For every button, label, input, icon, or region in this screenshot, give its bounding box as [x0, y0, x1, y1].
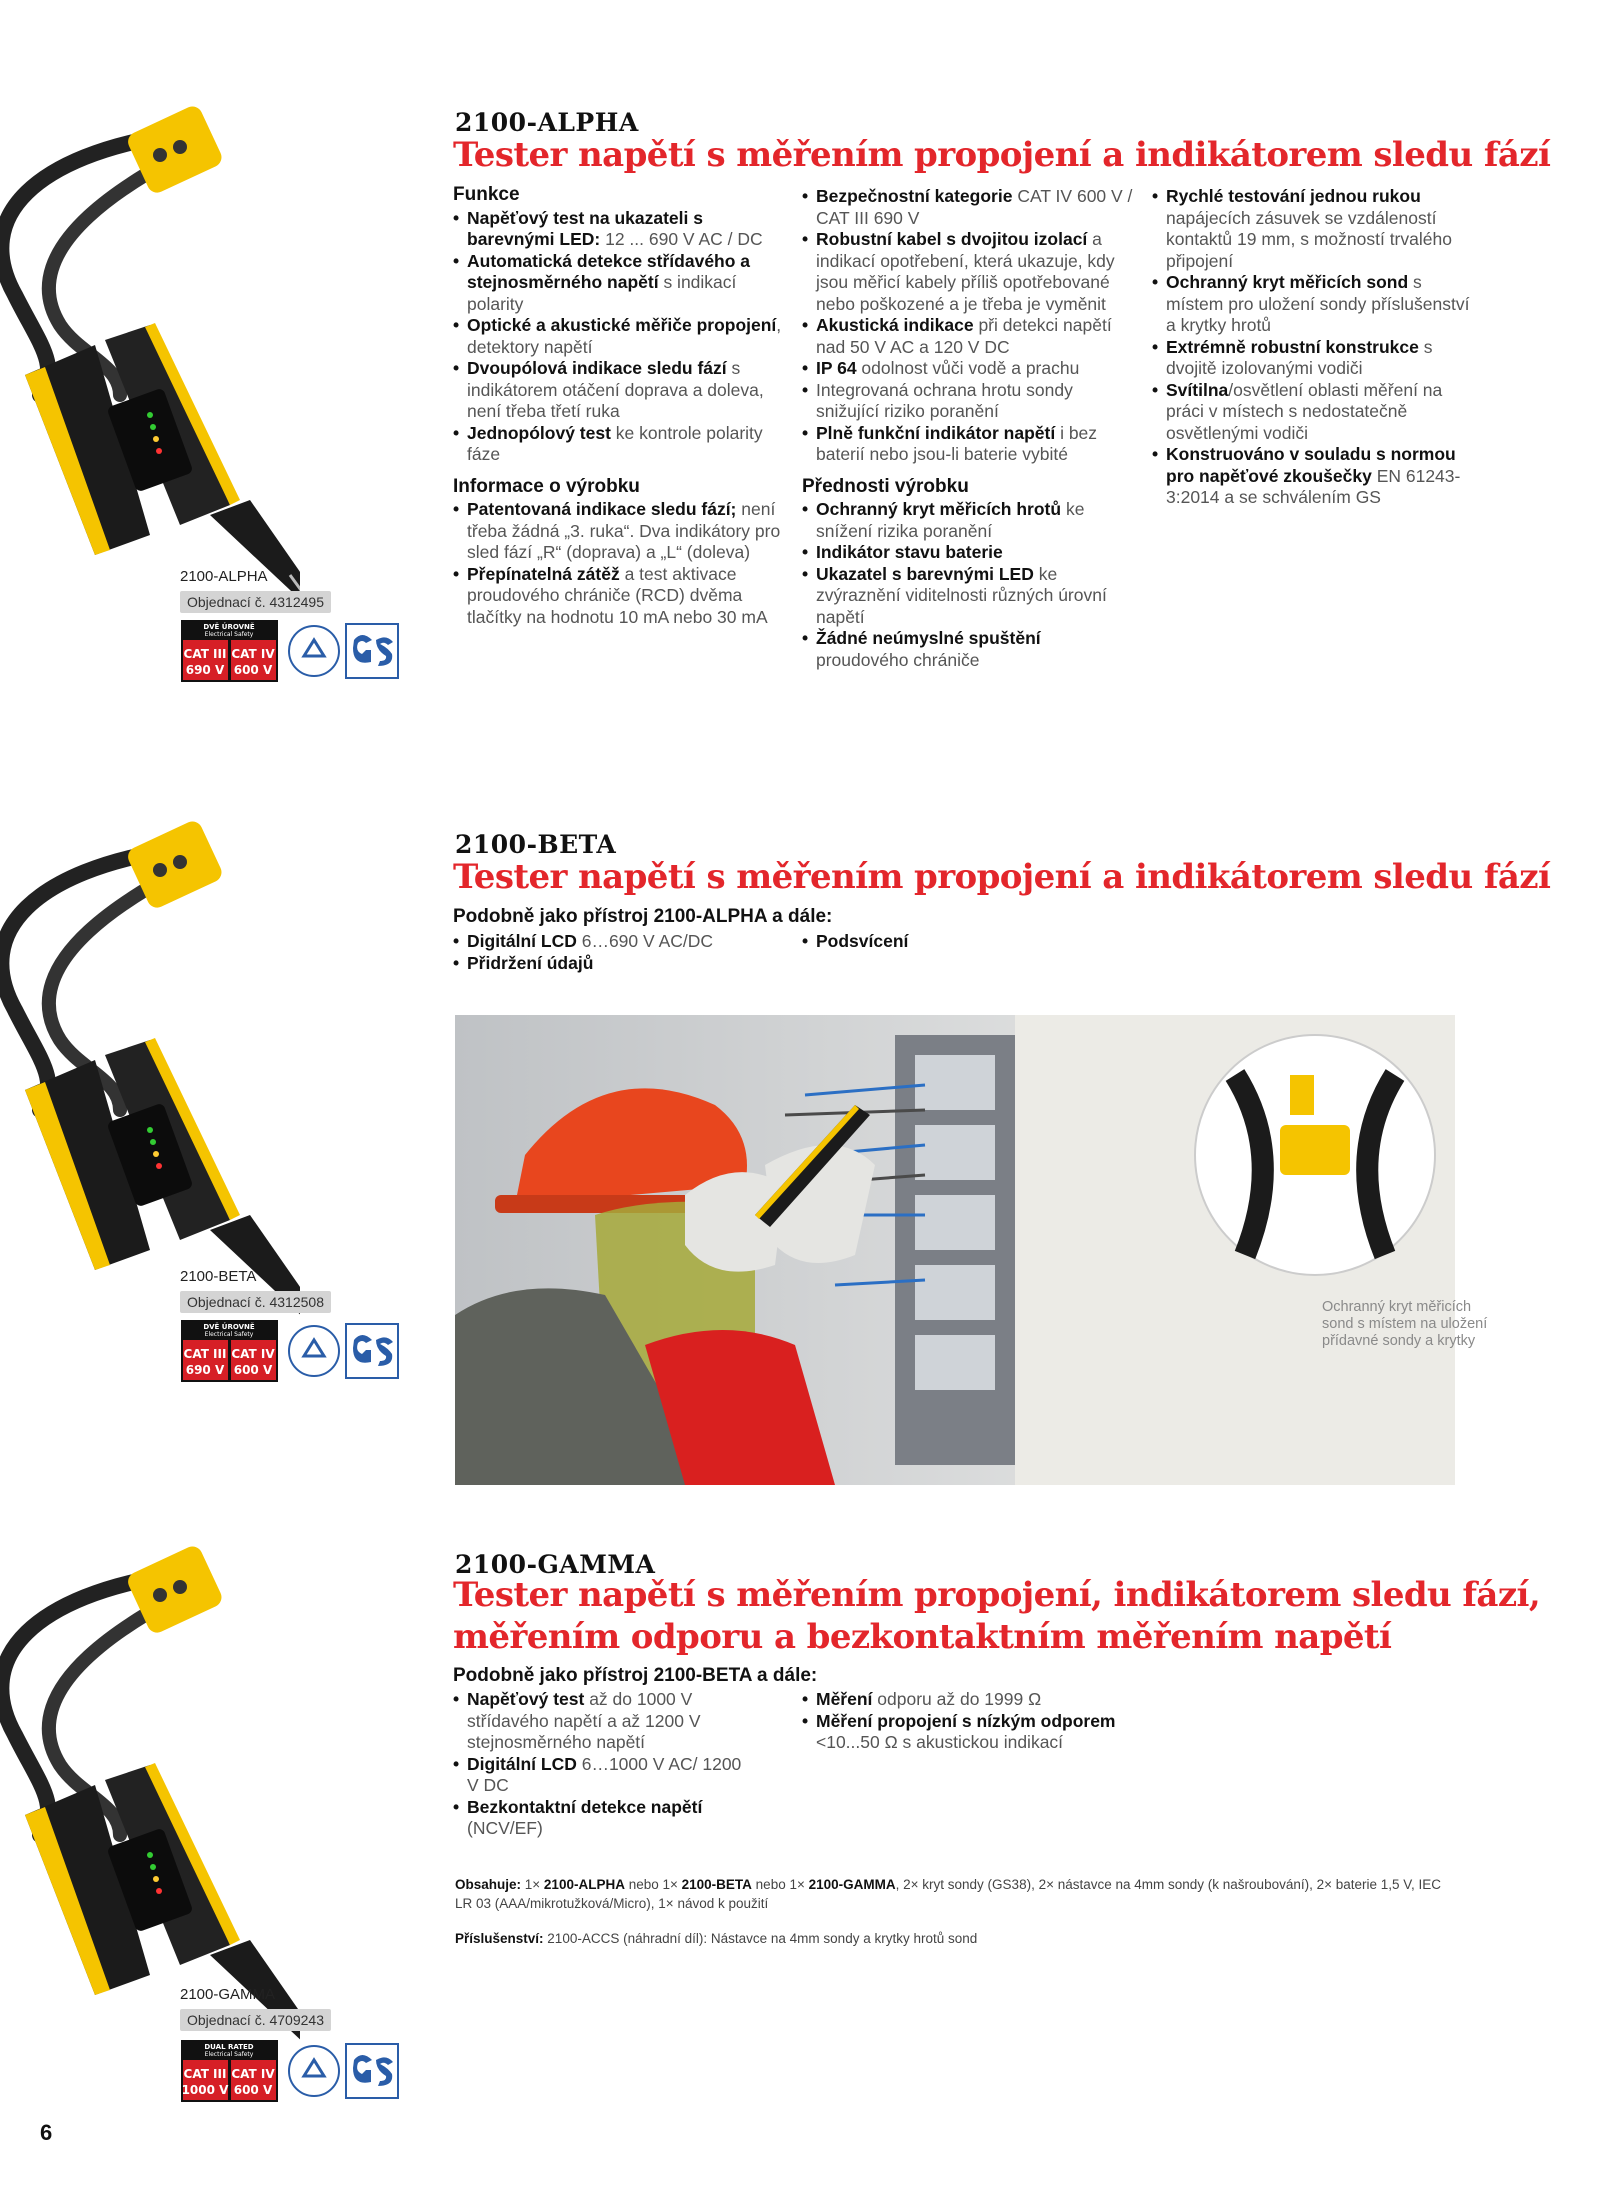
- list-item: • Patentovaná indikace sledu fází; není třeba žádná „3. ruka“. Dva indikátory pro sled fází „R“ (doprava) a „L“ (doleva): [453, 499, 788, 564]
- cat-right-line1: CAT IV: [231, 647, 275, 661]
- tuv-seal-icon: [289, 1326, 339, 1376]
- tuv-seal-icon: [289, 2046, 339, 2096]
- list-item: • Robustní kabel s dvojitou izolací a indikací opotřebení, která ukazuje, kdy jsou měřicí kabely příliš opotřebované nebo poškozené a je třeba je vyměnit: [802, 229, 1137, 315]
- cat-left-line1: CAT III: [183, 2067, 227, 2081]
- tester-image-beta: [0, 810, 300, 1370]
- cat-left-line2: 690 V: [185, 663, 225, 677]
- gamma-column-1: [453, 1689, 753, 1840]
- cat-right-line2: 600 V: [233, 2083, 273, 2097]
- alpha-column-2: [802, 186, 1137, 671]
- list-beta-1: [453, 931, 793, 974]
- page-number: 6: [40, 2120, 53, 2145]
- electrician-photo: [455, 1015, 1455, 1485]
- badge-top-text: DVĚ ÚROVNĚ: [203, 623, 255, 631]
- order-number-beta: Objednací č. 4312508: [180, 1291, 331, 1313]
- list-gamma-2: [802, 1689, 1137, 1754]
- photo-caption: Ochranný kryt měřicích sond s místem na uložení přídavné sondy a krytky: [1322, 1299, 1488, 1349]
- safety-badges-beta: [181, 1320, 401, 1382]
- headline-gamma-line2: měřením odporu a bezkontaktním měřením napětí: [453, 1617, 1392, 1657]
- list-item: • Ochranný kryt měřicích hrotů ke snížení rizika poranění: [802, 499, 1137, 542]
- order-number-alpha: Objednací č. 4312495: [180, 591, 331, 613]
- section-heading-funkce: Funkce: [453, 184, 520, 205]
- badge-top-text: DUAL RATED: [204, 2043, 254, 2051]
- cat-left-line1: CAT III: [183, 647, 227, 661]
- headline-alpha: Tester napětí s měřením propojení a indikátorem sledu fází: [453, 135, 1551, 175]
- list-item: • Ukazatel s barevnými LED ke zvýraznění viditelnosti různých úrovní napětí: [802, 564, 1137, 629]
- model-title-gamma: 2100-GAMMA: [455, 1550, 656, 1579]
- gamma-column-2: [802, 1689, 1137, 1754]
- list-item: • Jednopólový test ke kontrole polarity fáze: [453, 423, 788, 466]
- product-label-beta: 2100-BETA: [180, 1268, 257, 1285]
- list-item: • Bezpečnostní kategorie CAT IV 600 V / CAT III 690 V: [802, 186, 1137, 229]
- badge-sub-text: Electrical Safety: [204, 631, 254, 638]
- product-label-alpha: 2100-ALPHA: [180, 568, 268, 585]
- beta-intro: Podobně jako přístroj 2100-ALPHA a dále:: [453, 906, 833, 927]
- beta-column-2: [802, 931, 1132, 953]
- list-item: • Akustická indikace při detekci napětí nad 50 V AC a 120 V DC: [802, 315, 1137, 358]
- list-prednosti: [802, 499, 1137, 671]
- headline-gamma-line1: Tester napětí s měřením propojení, indikátorem sledu fází,: [453, 1575, 1541, 1615]
- list-item: • Plně funkční indikátor napětí i bez baterií nebo jsou-li baterie vybité: [802, 423, 1137, 466]
- list-item: • IP 64 odolnost vůči vodě a prachu: [802, 358, 1137, 380]
- list-item: • Podsvícení: [802, 931, 1132, 953]
- product-label-gamma: 2100-GAMMA: [180, 1986, 276, 2003]
- list-item: • Digitální LCD 6…1000 V AC/ 1200 V DC: [453, 1754, 753, 1797]
- list-item: • Rychlé testování jednou rukou napájecích zásuvek se vzdáleností kontaktů 19 mm, s možností trvalého připojení: [1152, 186, 1482, 272]
- list-item: • Digitální LCD 6…690 V AC/DC: [453, 931, 793, 953]
- list-item: • Měření propojení s nízkým odporem <10...50 Ω s akustickou indikací: [802, 1711, 1137, 1754]
- order-number-gamma: Objednací č. 4709243: [180, 2009, 331, 2031]
- model-title-beta: 2100-BETA: [455, 830, 617, 859]
- alpha-column-3: [1152, 186, 1482, 509]
- cat-right-line1: CAT IV: [231, 2067, 275, 2081]
- list-item: • Extrémně robustní konstrukce s dvojitě izolovanými vodiči: [1152, 337, 1482, 380]
- list-bezpecnost: [802, 186, 1137, 466]
- list-item: • Indikátor stavu baterie: [802, 542, 1137, 564]
- tuv-seal-icon: [289, 626, 339, 676]
- list-item: • Žádné neúmyslné spuštění proudového chrániče: [802, 628, 1137, 671]
- badge-sub-text: Electrical Safety: [204, 1331, 254, 1338]
- list-item: • Integrovaná ochrana hrotu sondy snižující riziko poranění: [802, 380, 1137, 423]
- list-item: • Konstruováno v souladu s normou pro napěťové zkoušečky EN 61243-3:2014 a se schválením GS: [1152, 444, 1482, 509]
- list-item: • Bezkontaktní detekce napětí (NCV/EF): [453, 1797, 753, 1840]
- gamma-intro: Podobně jako přístroj 2100-BETA a dále:: [453, 1665, 818, 1686]
- safety-badges-gamma: [181, 2040, 401, 2102]
- model-title-alpha: 2100-ALPHA: [455, 108, 639, 137]
- accessories: Příslušenství: 2100-ACCS (náhradní díl): Nástavce na 4mm sondy a krytky hrotů sond: [455, 1931, 978, 1946]
- list-gamma-1: [453, 1689, 753, 1840]
- cat-right-line2: 600 V: [233, 1363, 273, 1377]
- cat-left-line2: 690 V: [185, 1363, 225, 1377]
- alpha-column-1: [453, 184, 788, 628]
- list-item: • Svítilna/osvětlení oblasti měření na práci v místech s nedostatečně osvětlenými vodiči: [1152, 380, 1482, 445]
- list-item: • Optické a akustické měřiče propojení, detektory napětí: [453, 315, 788, 358]
- section-heading-informace: Informace o výrobku: [453, 475, 640, 497]
- cat-right-line1: CAT IV: [231, 1347, 275, 1361]
- list-item: • Přepínatelná zátěž a test aktivace proudového chrániče (RCD) dvěma tlačítky na hodnotu 10 mA nebo 30 mA: [453, 564, 788, 629]
- list-item: • Ochranný kryt měřicích sond s místem pro uložení sondy příslušenství a krytky hrotů: [1152, 272, 1482, 337]
- badge-top-text: DVĚ ÚROVNĚ: [203, 1323, 255, 1331]
- list-item: • Měření odporu až do 1999 Ω: [802, 1689, 1137, 1711]
- list-beta-2: [802, 931, 1132, 953]
- list-item: • Automatická detekce střídavého a stejnosměrného napětí s indikací polarity: [453, 251, 788, 316]
- list-item: • Dvoupólová indikace sledu fází s indikátorem otáčení doprava a doleva, není třeba třetí ruka: [453, 358, 788, 423]
- badge-sub-text: Electrical Safety: [204, 2051, 254, 2058]
- headline-beta: Tester napětí s měřením propojení a indikátorem sledu fází: [453, 857, 1551, 897]
- cat-left-line2: 1000 V: [181, 2083, 229, 2097]
- section-heading-prednosti: Přednosti výrobku: [802, 475, 969, 497]
- list-item: • Napěťový test na ukazateli s barevnými LED: 12 ... 690 V AC / DC: [453, 208, 788, 251]
- safety-badges-alpha: [181, 620, 401, 682]
- list-vlastnosti: [1152, 186, 1482, 509]
- list-funkce: [453, 208, 788, 466]
- cat-left-line1: CAT III: [183, 1347, 227, 1361]
- package-contents: Obsahuje: 1× 2100-ALPHA nebo 1× 2100-BETA nebo 1× 2100-GAMMA, 2× kryt sondy (GS38), 2× nástavce na 4mm sondy (k našroubování), 2× baterie 1,5 V, IEC LR 03 (AAA/mikrotužková/Micro), 1× návod k použití: [455, 1877, 1442, 1911]
- beta-column-1: [453, 931, 793, 974]
- list-item: • Napěťový test až do 1000 V střídavého napětí a až 1200 V stejnosměrného napětí: [453, 1689, 753, 1754]
- list-informace: [453, 499, 788, 628]
- cat-right-line2: 600 V: [233, 663, 273, 677]
- list-item: • Přidržení údajů: [453, 953, 793, 975]
